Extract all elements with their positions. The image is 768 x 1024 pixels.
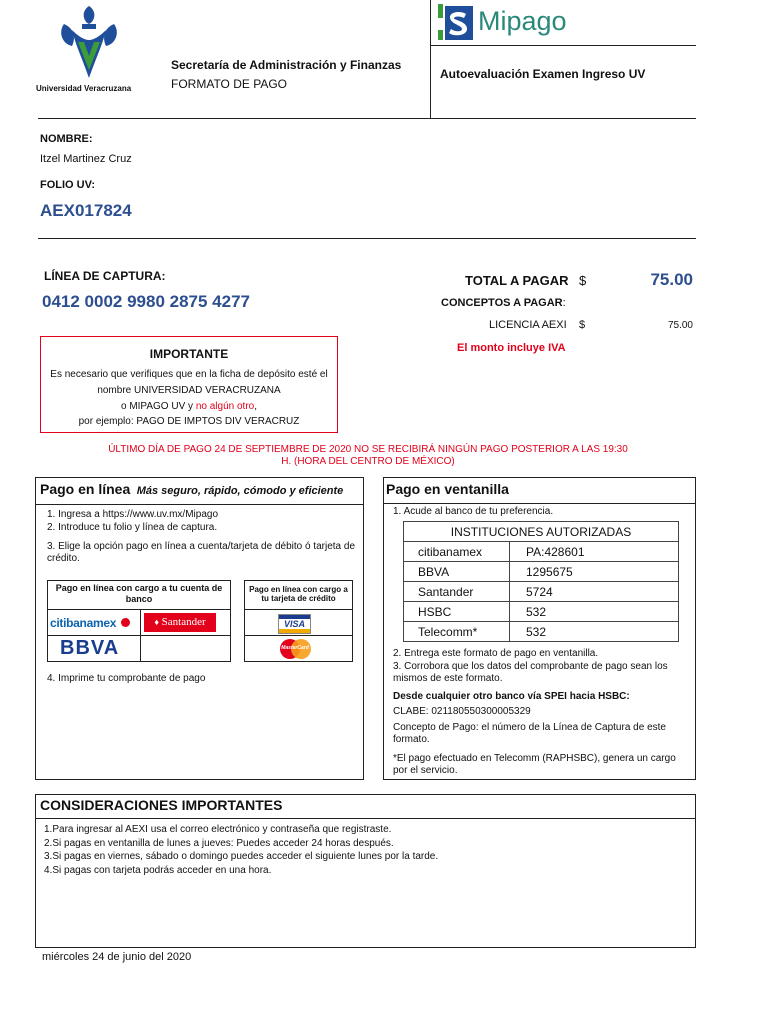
consideraciones-title: CONSIDERACIONES IMPORTANTES <box>40 797 283 813</box>
santander-flame-icon: ♦ <box>154 617 159 627</box>
total-currency: $ <box>579 273 587 288</box>
ventanilla-title: Pago en ventanilla <box>386 481 509 497</box>
consideraciones-list <box>44 823 438 877</box>
deadline-notice <box>40 444 696 468</box>
ventanilla-step3a: 3. Corrobora que los datos del comprobante de pago sean los <box>393 661 668 672</box>
total-value: 75.00 <box>650 270 693 289</box>
secretaria-title: Secretaría de Administración y Finanzas <box>171 58 402 72</box>
importante-line2: nombre UNIVERSIDAD VERACRUZANA <box>97 385 281 396</box>
concepto-a: Concepto de Pago: el número de la Línea de Captura de este <box>393 722 666 733</box>
institution-name: HSBC <box>404 602 510 622</box>
citibanamex-text: citibanamex <box>50 616 117 630</box>
institution-row <box>404 542 679 562</box>
institution-name: BBVA <box>404 562 510 582</box>
institutions-grid <box>403 541 679 642</box>
telecomm-a: *El pago efectuado en Telecomm (RAPHSBC), genera un cargo <box>393 753 676 764</box>
consideracion-item: 2.Si pagas en ventanilla de lunes a jueves: Puedes acceder 24 horas después. <box>44 837 394 849</box>
importante-line3 <box>41 399 337 415</box>
linea-value: 0412 0002 9980 2875 4277 <box>42 292 250 311</box>
online-title: Pago en línea <box>40 481 131 497</box>
total-label: TOTAL A PAGAR <box>465 273 569 288</box>
nombre-value: Itzel Martinez Cruz <box>40 153 132 165</box>
institution-name: citibanamex <box>404 542 510 562</box>
mipago-logo <box>438 4 578 42</box>
institution-row <box>404 622 679 642</box>
importante-line3b: no algún otro <box>195 401 255 412</box>
online-step1: 1. Ingresa a https://www.uv.mx/Mipago <box>47 509 219 520</box>
folio-label: FOLIO UV: <box>40 179 95 191</box>
importante-box <box>40 336 338 433</box>
clabe: CLABE: 021180550300005329 <box>393 706 531 717</box>
concept-value: 75.00 <box>667 320 693 331</box>
institution-name: Telecomm* <box>404 622 510 642</box>
citibanamex-flower-icon <box>121 618 130 627</box>
nombre-label: NOMBRE: <box>40 133 93 145</box>
ventanilla-step1: 1. Acude al banco de tu preferencia. <box>393 506 554 517</box>
iva-note: El monto incluye IVA <box>457 342 566 354</box>
importante-line3c: , <box>254 401 257 412</box>
concept-currency: $ <box>579 319 586 331</box>
visa-text: VISA <box>283 619 305 629</box>
institution-name: Santander <box>404 582 510 602</box>
conceptos-label <box>441 297 566 309</box>
uv-logo <box>56 2 122 82</box>
institution-code: 532 <box>510 602 679 622</box>
institution-row <box>404 582 679 602</box>
online-step2: 2. Introduce tu folio y línea de captura. <box>47 522 218 533</box>
importante-title: IMPORTANTE <box>149 347 229 361</box>
footer-date: miércoles 24 de junio del 2020 <box>42 951 192 963</box>
concept-name: LICENCIA AEXI <box>489 319 567 331</box>
institution-code: 5724 <box>510 582 679 602</box>
formato-title: FORMATO DE PAGO <box>171 77 288 91</box>
institution-row <box>404 562 679 582</box>
online-step4: 4. Imprime tu comprobante de pago <box>47 673 206 684</box>
online-title-row <box>40 481 343 499</box>
consideracion-item: 4.Si pagas con tarjeta podrás acceder en una hora. <box>44 864 272 876</box>
institutions-table <box>403 521 679 642</box>
bbva-logo[interactable]: BBVA <box>60 637 120 659</box>
santander-text: Santander <box>161 616 206 628</box>
santander-logo[interactable] <box>144 613 216 632</box>
mastercard-text: MasterCard <box>281 645 309 651</box>
importante-line1: Es necesario que verifiques que en la ficha de depósito esté el <box>50 369 328 380</box>
institution-row <box>404 602 679 622</box>
uv-name: Universidad Veracruzana <box>36 84 132 93</box>
spei-title: Desde cualquier otro banco vía SPEI hacia HSBC: <box>393 691 630 702</box>
tarjeta-title: Pago en línea con cargo a tu tarjeta de crédito <box>249 585 348 603</box>
deadline-line2: H. (HORA DEL CENTRO DE MÉXICO) <box>281 456 455 467</box>
mipago-logo-text: Mipago <box>478 6 567 36</box>
online-step3a: 3. Elige la opción pago en línea a cuenta/tarjeta de débito ó tarjeta de <box>47 541 356 552</box>
online-step3b: crédito. <box>47 553 80 564</box>
online-subtitle: Más seguro, rápido, cómodo y eficiente <box>136 485 344 497</box>
visa-logo[interactable] <box>278 614 311 634</box>
consideracion-item: 1.Para ingresar al AEXI usa el correo electrónico y contraseña que registraste. <box>44 824 392 835</box>
mastercard-logo[interactable] <box>278 639 312 660</box>
telecomm-b: por el servicio. <box>393 765 458 776</box>
institution-code: 532 <box>510 622 679 642</box>
ventanilla-step2: 2. Entrega este formato de pago en ventanilla. <box>393 648 599 659</box>
folio-value: AEX017824 <box>40 201 132 220</box>
importante-line4: por ejemplo: PAGO DE IMPTOS DIV VERACRUZ <box>78 416 300 427</box>
institution-code: PA:428601 <box>510 542 679 562</box>
conceptos-colon: : <box>562 297 566 309</box>
concepto-b: formato. <box>393 734 430 745</box>
consideracion-item: 3.Si pagas en viernes, sábado o domingo puedes acceder el siguiente lunes por la tarde. <box>44 851 439 862</box>
importante-line3a: o MIPAGO UV y <box>120 401 196 412</box>
linea-label: LÍNEA DE CAPTURA: <box>44 269 166 283</box>
conceptos-label-text: CONCEPTOS A PAGAR <box>441 297 563 309</box>
deadline-line1: ÚLTIMO DÍA DE PAGO 24 DE SEPTIEMBRE DE 2020 NO SE RECIBIRÁ NINGÚN PAGO POSTERIOR A LAS 19:30 <box>108 444 628 455</box>
cuenta-title: Pago en línea con cargo a tu cuenta de banco <box>55 583 223 604</box>
ventanilla-step3b: mismos de este formato. <box>393 673 503 684</box>
institution-code: 1295675 <box>510 562 679 582</box>
institutions-header: INSTITUCIONES AUTORIZADAS <box>403 521 679 541</box>
exam-title: Autoevaluación Examen Ingreso UV <box>440 67 646 81</box>
citibanamex-logo[interactable] <box>50 614 138 630</box>
